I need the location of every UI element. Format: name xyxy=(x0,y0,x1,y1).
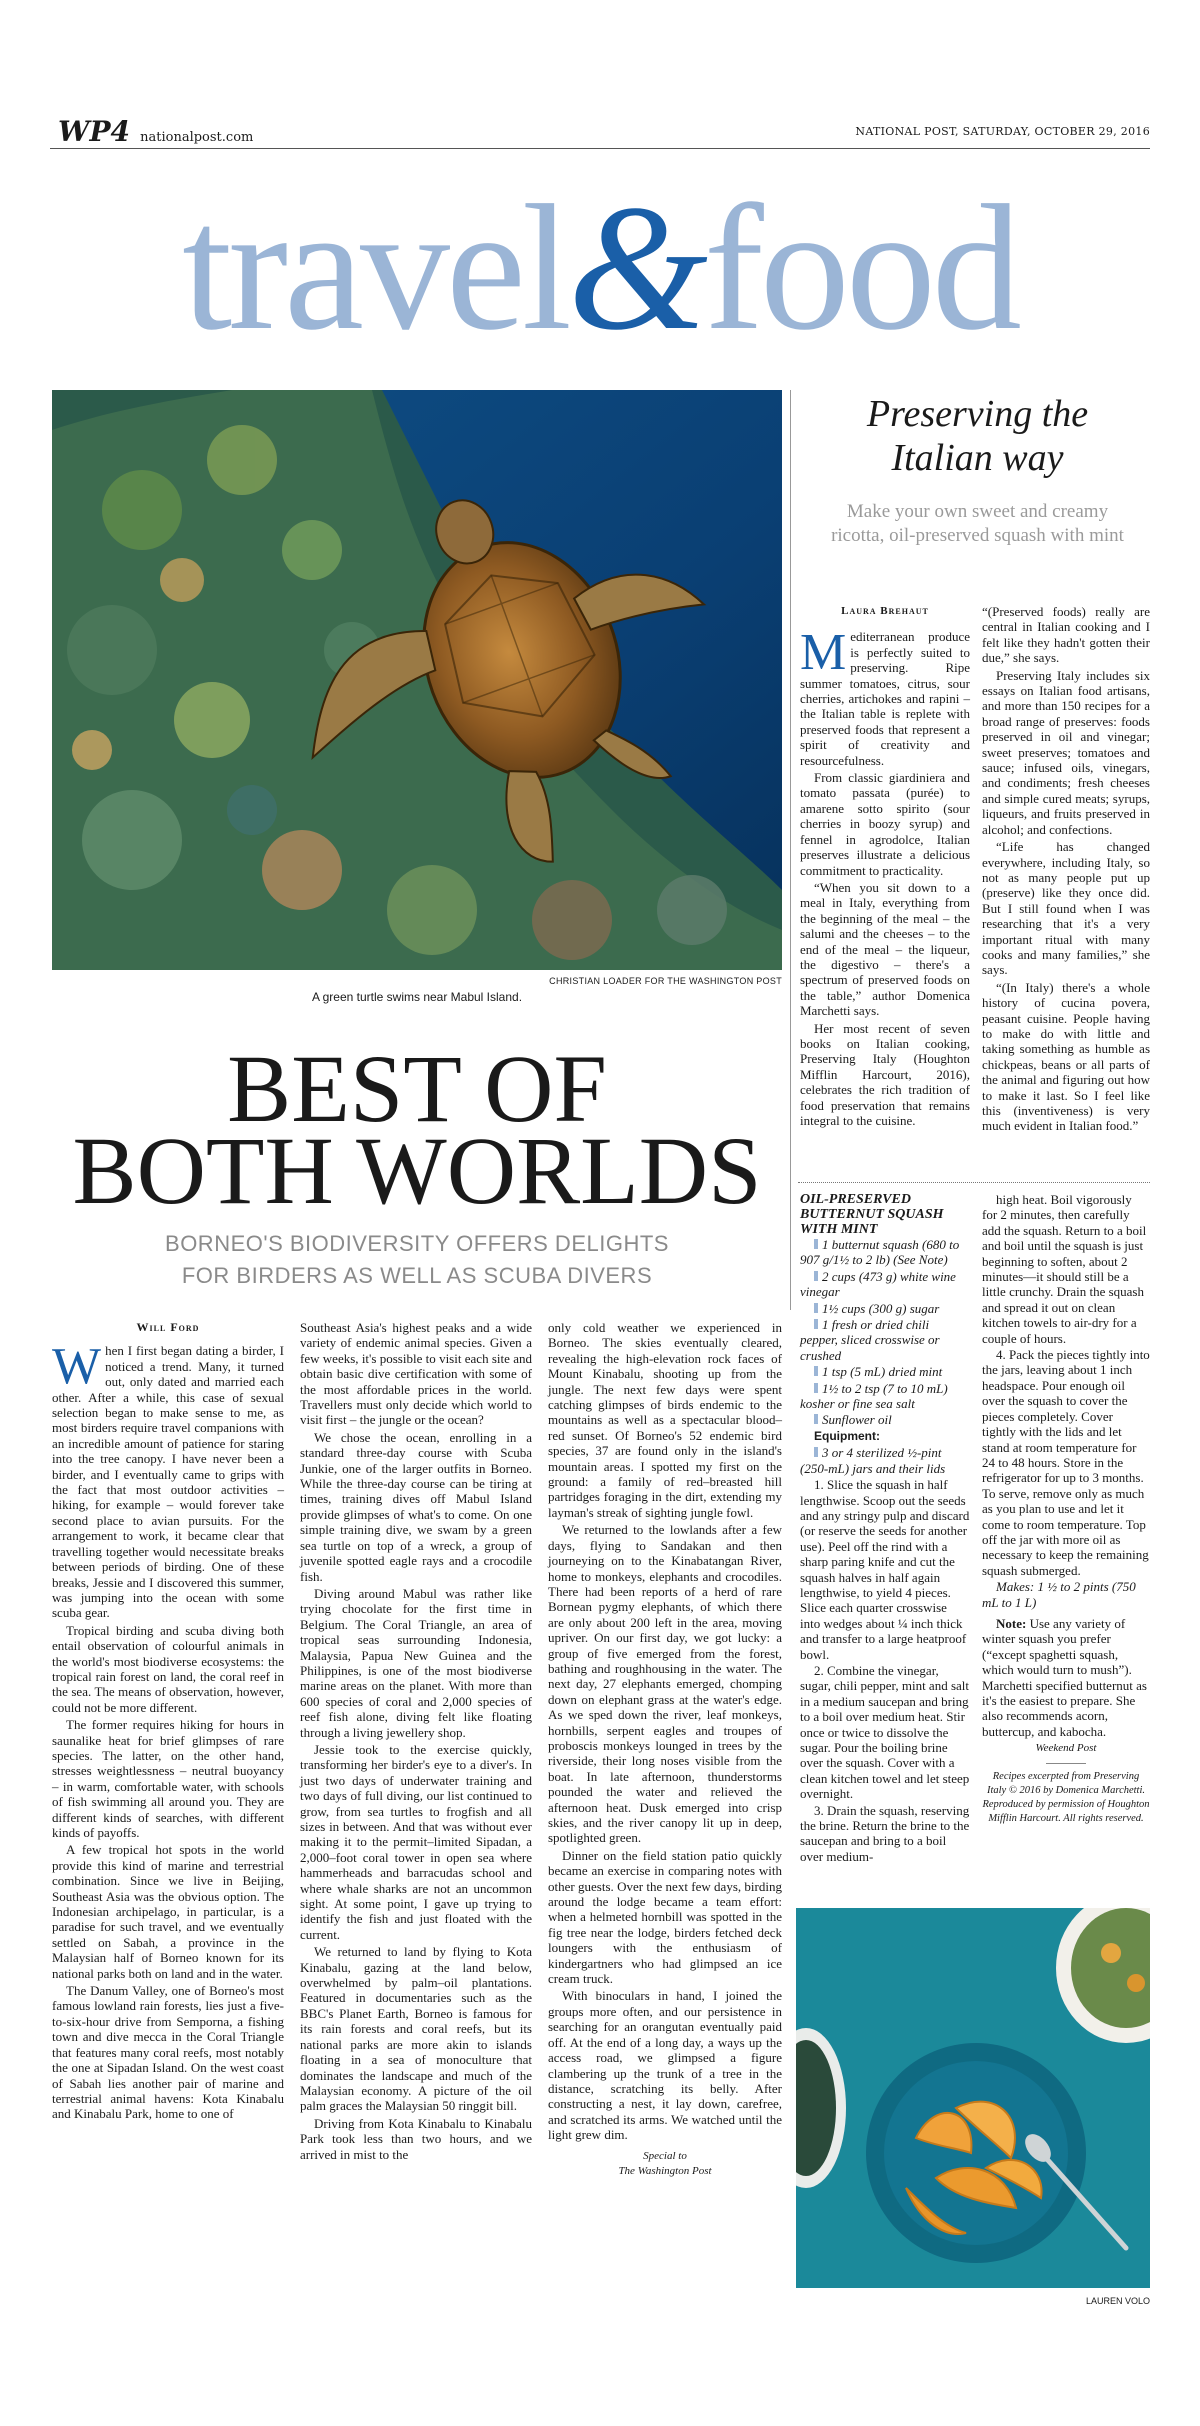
headline-line-1: BEST OF xyxy=(227,1035,607,1142)
paragraph: The former requires hiking for hours in saunalike heat for brief glimpses of rare species. The latter, on the other hand, stresses weightlessness – neutral buoyancy – in warm, comfortable water, with schools of fish swimming all around you. They are different kinds of searches, with different kinds of payoffs. xyxy=(52,1717,284,1840)
bullet-mark xyxy=(814,1271,818,1281)
story-column-2 xyxy=(300,1320,532,2164)
recipe-step: 3. Drain the squash, reserving the brine. Return the brine to the saucepan and bring to a boil over medium- xyxy=(800,1802,970,1864)
ingredient: 1 butternut squash (680 to 907 g/1½ to 2 lb) (See Note) xyxy=(800,1237,960,1268)
recipe-step: 1. Slice the squash in half lengthwise. Scoop out the seeds and any stringy pulp and discard (or reserve the seeds for another use). Peel off the rind with a sharp paring knife and cut the squash halves in half again lengthwise, to yield 4 pieces. Slice each quarter crosswise into wedges about ¼ inch thick and transfer to a large heatproof bowl. xyxy=(800,1477,970,1662)
note-signature: Weekend Post xyxy=(1035,1742,1097,1755)
dek-line-1: BORNEO'S BIODIVERSITY OFFERS DELIGHTS xyxy=(165,1231,669,1256)
paragraph: The Danum Valley, one of Borneo's most famous lowland rain forests, lies just a five-to-six-hour drive from Semporna, a fishing town and dive mecca in the Coral Triangle that features many coral reefs, most notably the one at Sipadan Island. On the west coast of Sabah lies another pair of marine and terrestrial animal havens: Kota Kinabalu and Kinabalu Park, home to one of xyxy=(52,1983,284,2122)
headline-line-2: BOTH WORLDS xyxy=(72,1117,762,1224)
paragraph: Dinner on the field station patio quickly became an exercise in comparing notes with other guests. Over the next few days, birding around the lodge became a team effort: when a helmeted hornbill was spotted in the fig tree near the lodge, birders fetched deck loungers with the enthusiasm of kindergartners who had glimpsed an ice cream truck. xyxy=(548,1847,782,1987)
paragraph: hen I first began dating a birder, I noticed a trend. Many, it turned out, only dated and married each other. After a while, this case of sexual selection began to make sense to me, as most birders require travel companions with an incredible amount of patience for staring into the tree canopy. I have never been a birder, and I eventually came to grips with the fact that most outdoor activities – hiking, for example – would forever take second place to avian pursuits. For the arrangement to work, it became clear that travelling together would necessitate breaks between periods of birding. One of these breaks, Jessie and I discovered this summer, was jumping into the ocean with some scuba gear. xyxy=(52,1343,284,1621)
dek xyxy=(52,1228,782,1292)
paragraph: “(Preserved foods) really are central in Italian cooking and I felt like they hadn't gotten their due,” she says. xyxy=(982,604,1150,666)
page-number: WP4 xyxy=(58,115,130,148)
ingredient: 2 cups (473 g) white wine vinegar xyxy=(800,1268,956,1300)
paragraph: We returned to land by flying to Kota Kinabalu, gazing at the land below, overwhelmed by palm–oil plantations. Featured in documentaries such as the BBC's Planet Earth, Borneo is famous for its rain forests and coral reefs, but its national parks are more akin to islands floating in a sea of monoculture that dominates the landscape and much of the Malaysian economy. A picture of the oil palm graces the Malaysian 50 ringgit bill. xyxy=(300,1944,532,2114)
paragraph: Driving from Kota Kinabalu to Kinabalu Park took less than two hours, and we arrived in mist to the xyxy=(300,2115,532,2162)
bullet-mark xyxy=(814,1414,818,1424)
side-story-dek: Make your own sweet and creamy ricotta, oil-preserved squash with mint xyxy=(831,501,1124,546)
byline: Will Ford xyxy=(136,1320,200,1334)
drop-cap: W xyxy=(52,1338,102,1396)
paragraph: “(In Italy) there's a whole history of cucina povera, peasant cuisine. People having to make do with little and taking something as humble as chickpeas, beans or all parts of the animal and figuring out how to make it last. So I feel like this (inventiveness) is very much evident in Italian food.” xyxy=(982,979,1150,1134)
story-column-3 xyxy=(548,1320,782,2179)
side-column-2 xyxy=(982,604,1150,1136)
bullet-mark xyxy=(814,1303,818,1313)
side-byline: Laura Brehaut xyxy=(841,605,929,617)
headline xyxy=(52,1035,782,1224)
paragraph: We returned to the lowlands after a few days, flying to Sandakan and then journeying on to the Kinabatangan River, home to monkeys, elephants and crocodiles. There had been reports of a herd of rare Bornean pygmy elephants, of which there are only about 200 left in the area, moving upriver. On our first day, we got lucky: a group of five emerged from the forest, bathing and roughhousing in the water. The next day, 27 elephants emerged, chomping down on elephant grass at the water's edge. As we sped down the river, leaf monkeys, hornbills, serpent eagles and troupes of proboscis monkeys lounged in trees by the riverside, their long noses visible from the boat. In late afternoon, thunderstorms pounded the water and relieved the afternoon heat. Dusk emerged into crisp skies, and the river canopy lit up in deep, spotlighted green. xyxy=(548,1522,782,1846)
side-title-line-1: Preserving the xyxy=(866,393,1089,435)
paragraph: Preserving Italy includes six essays on Italian food artisans, and more than 150 recipes for a broad range of preserves: foods preserved in oil and vinegar; sweet preserves; tomatoes and sauce; infused oils, vinegars, and condiments; fresh cheeses and simple cured meats; syrups, liqueurs, and fruits preserved in alcohol; and confections. xyxy=(982,667,1150,837)
masthead-food: food xyxy=(703,168,1018,367)
paragraph: only cold weather we experienced in Borneo. The skies eventually cleared, revealing the high-elevation rock faces of Mount Kinabalu, shooting up from the jungle. The next few days were spent catching glimpses of birds endemic to the mountains as well as a spectacular blood–red sunset. Of Borneo's 52 endemic bird species, 37 are found only in the island's mountain areas. I spotted my first on the ground: a family of red–breasted hill partridges foraging in the dirt, extending my layman's streak of sighting jungle fowl. xyxy=(548,1320,782,1520)
ingredient: 1 fresh or dried chili pepper, sliced crosswise or crushed xyxy=(800,1317,940,1363)
recipe-step: 2. Combine the vinegar, sugar, chili pepper, mint and salt in a medium saucepan and bring to a boil over medium heat. Stir once or twice to dissolve the sugar. Pour the boiling brine over the squash. Cover with a clean kitchen towel and let steep overnight. xyxy=(800,1662,970,1802)
ingredient: 1½ to 2 tsp (7 to 10 mL) kosher or fine sea salt xyxy=(800,1380,948,1412)
paragraph: Diving around Mabul was rather like trying chocolate for the first time in Belgium. The Coral Triangle, an area of tropical seas surrounding Indonesia, Malaysia, Papua New Guinea and the Philippines, is one of the most biodiverse marine areas on the planet. With more than 600 species of coral and 2,000 species of reef fish alone, diving felt like floating through a living jewellery shop. xyxy=(300,1585,532,1740)
paragraph: “When you sit down to a meal in Italy, everything from the beginning of the meal – the salumi and the cheeses – to the end of the meal – the liqueur, the digestivo – there's a spectrum of preserved foods on the table,” author Domenica Marchetti says. xyxy=(800,879,970,1019)
side-title-line-2: Italian way xyxy=(891,437,1064,479)
section-masthead xyxy=(0,168,1200,367)
paragraph: From classic giardiniera and tomato passata (purée) to amarene sotto spirito (sour cherries in boozy syrup) and fennel in agrodolce, Italian preserves illustrate a delicious commitment to practicality. xyxy=(800,770,970,878)
bullet-mark xyxy=(814,1447,818,1457)
equipment-label: Equipment: xyxy=(814,1428,880,1443)
date-line: NATIONAL POST, SATURDAY, OCTOBER 29, 2016 xyxy=(855,125,1150,138)
paragraph: “Life has changed everywhere, including Italy, so not as many people put up (preserve) like they once did. But I still found when I was researching that it's a very important ritual with many cooks and many families,” she says. xyxy=(982,839,1150,978)
turtle-photo xyxy=(52,390,782,970)
note-text: Use any variety of winter squash you prefer (“except spaghetti squash, which would turn to mush”). Marchetti specified butternut as it's the easiest to prepare. She also recommends acorn, buttercup, and kabocha. xyxy=(982,1615,1147,1739)
excerpt-credit: Recipes excerpted from Preserving Italy © 2016 by Domenica Marchetti. Reproduced by permission of Houghton Mifflin Harcourt. All rights reserved. xyxy=(982,1770,1150,1824)
site-name: nationalpost.com xyxy=(140,130,254,145)
recipe-step: 4. Pack the pieces tightly into the jars, leaving about 1 inch headspace. Pour enough oil over the squash to cover the pieces completely. Cover tightly with the lids and let stand at room temperature for 24 to 48 hours. Store in the refrigerator for up to 3 months. To serve, remove only as much as you plan to use and let it come to room temperature. Top off the jar with more oil as necessary to keep the remaining squash submerged. xyxy=(982,1347,1150,1578)
story-column-1 xyxy=(52,1320,284,2124)
recipe-column-2 xyxy=(982,1192,1150,1826)
paragraph: We chose the ocean, enrolling in a standard three-day course with Scuba Junkie, one of the larger outfits in Borneo. While the three-day course can be tiring at times, training dives off Mabul Island provide glimpses of what's to come. On one simple training dive, we swam by a green sea turtle on top of a wreck, a group of juvenile spotted eagle rays and a crocodile fish. xyxy=(300,1429,532,1584)
sig-line-1: Special to xyxy=(643,2149,687,2162)
short-rule xyxy=(1046,1763,1086,1764)
recipe-step: high heat. Boil vigorously for 2 minutes, then carefully add the squash. Return to a boil and boil until the squash is just beginning to soften, about 2 minutes—it should still be a little crunchy. Drain the squash and spread it out on clean kitchen towels to air-dry for a couple of hours. xyxy=(982,1192,1147,1346)
paragraph: With binoculars in hand, I joined the groups more often, and our persistence in searching for an orangutan eventually paid off. At the end of a long day, a ways up the access road, we glimpsed a figure clambering up the trunk of a tree in the distance, scratching its belly. After constructing a nest, it lay down, carefree, and scratched its arms. We watched until the light grew dim. xyxy=(548,1988,782,2143)
page-folio xyxy=(58,115,253,148)
recipe-note xyxy=(982,1616,1150,1739)
dotted-divider xyxy=(798,1182,1150,1183)
photo-caption: A green turtle swims near Mabul Island. xyxy=(311,990,523,1004)
signature xyxy=(548,2149,782,2180)
recipe-column-1 xyxy=(800,1192,970,1865)
recipe-photo-credit: LAUREN VOLO xyxy=(1085,2296,1150,2306)
paragraph: Southeast Asia's highest peaks and a wide variety of endemic animal species. Given a few weeks, it's possible to visit each site and obtain basic dive certification with some of the most affordable prices in the world. Travellers must only decide which world to visit first – the jungle or the ocean? xyxy=(300,1320,532,1428)
dek-line-2: FOR BIRDERS AS WELL AS SCUBA DIVERS xyxy=(181,1263,653,1288)
ingredient: 1½ cups (300 g) sugar xyxy=(800,1301,970,1316)
bullet-mark xyxy=(814,1383,818,1393)
column-rule xyxy=(790,390,791,1310)
masthead-ampersand: & xyxy=(567,168,704,367)
paragraph: Her most recent of seven books on Italian cooking, Preserving Italy (Houghton Mifflin Harcourt, 2016), celebrates the rich tradition of food preservation that remains integral to the cuisine. xyxy=(800,1020,970,1128)
side-story-title xyxy=(805,392,1150,480)
paragraph: Jessie took to the exercise quickly, transforming her birder's eye to a diver's. In just two days of underwater training and two days of full diving, our list continued to grow, from sea turtles to frogfish and all sizes in between. And that was without ever making it to the permit–limited Sipadan, a 2,000–foot coral tower in open sea where hammerheads and barracudas school and where whale sharks are not an uncommon sight. At some point, I gave up trying to identify the fish and just floated with the current. xyxy=(300,1741,532,1942)
recipe-title: OIL-PRESERVED BUTTERNUT SQUASH WITH MINT xyxy=(800,1192,944,1237)
bullet-mark xyxy=(814,1239,818,1249)
side-column-1 xyxy=(800,604,970,1130)
recipe-yield: Makes: 1 ½ to 2 pints (750 mL to 1 L) xyxy=(982,1579,1136,1610)
bullet-mark xyxy=(814,1319,818,1329)
paragraph: editerranean produce is perfectly suited to preserving. Ripe summer tomatoes, citrus, sour cherries, artichokes and rapini – the Italian table is replete with preserved foods that represent a spirit of creativity and resourcefulness. xyxy=(800,629,970,768)
ingredient: 1 tsp (5 mL) dried mint xyxy=(800,1364,970,1379)
sig-line-2: The Washington Post xyxy=(618,2164,712,2177)
paragraph: A few tropical hot spots in the world provide this kind of marine and terrestrial combination. Since we live in Beijing, Southeast Asia was the obvious option. The Indonesian archipelago, in particular, is a paradise for such travel, and we eventually settled on Sabah, a province in the Malaysian half of Borneo known for its national parks both on land and in the water. xyxy=(52,1842,284,1981)
squash-photo xyxy=(796,1908,1150,2288)
note-label: Note: xyxy=(996,1615,1027,1631)
ingredient: Sunflower oil xyxy=(800,1412,970,1427)
bullet-mark xyxy=(814,1366,818,1376)
header-rule xyxy=(50,148,1150,149)
equipment: 3 or 4 sterilized ½-pint (250-mL) jars and their lids xyxy=(800,1445,946,1476)
photo-credit: CHRISTIAN LOADER FOR THE WASHINGTON POST xyxy=(549,976,782,986)
paragraph: Tropical birding and scuba diving both entail observation of colourful animals in the world's most biodiverse ecosystems: the tropical rain forest on land, the coral reef in the sea. The means of observation, however, could not be more different. xyxy=(52,1622,284,1715)
side-drop-cap: M xyxy=(800,624,847,682)
masthead-travel: travel xyxy=(182,168,568,367)
